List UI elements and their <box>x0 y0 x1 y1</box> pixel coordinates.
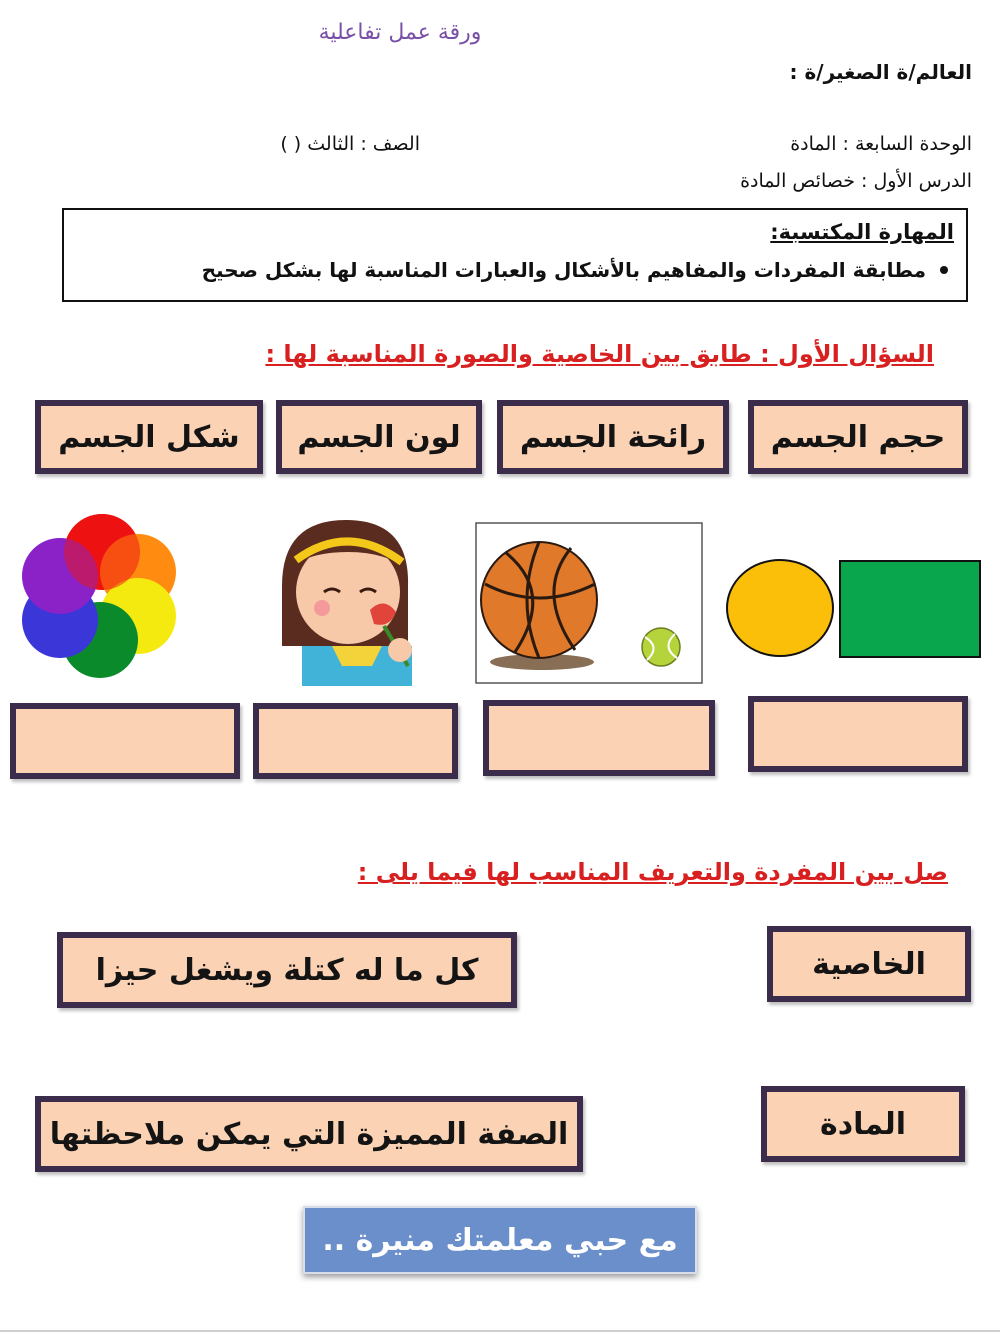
student-name-label: العالم/ة الصغير/ة : <box>789 60 972 84</box>
lesson-label: الدرس الأول : خصائص المادة <box>740 170 972 192</box>
question-2-title: صل بين المفردة والتعريف المناسب لها فيما يلى : <box>357 858 948 886</box>
question-1-title: السؤال الأول : طابق بين الخاصية والصورة المناسبة لها : <box>265 340 934 368</box>
answer-box-4[interactable] <box>10 703 240 779</box>
worksheet-title: ورقة عمل تفاعلية <box>318 20 482 45</box>
page-divider <box>0 1330 1000 1332</box>
term-property[interactable]: الخاصية <box>767 926 971 1002</box>
answer-box-1[interactable] <box>748 696 968 772</box>
basketball-icon <box>481 542 597 658</box>
skill-title: المهارة المكتسبة: <box>770 220 954 244</box>
girl-smelling-flower-image[interactable] <box>262 516 434 686</box>
card-body-size[interactable]: حجم الجسم <box>748 400 968 474</box>
term-matter[interactable]: المادة <box>761 1086 965 1162</box>
answer-box-2[interactable] <box>483 700 715 776</box>
teacher-signature-banner: مع حبي معلمتك منيرة .. <box>303 1206 697 1274</box>
bullet-icon <box>940 266 948 274</box>
color-wheel-image[interactable] <box>18 512 180 682</box>
balls-image[interactable] <box>475 522 703 684</box>
definition-property[interactable]: الصفة المميزة التي يمكن ملاحظتها <box>35 1096 583 1172</box>
green-rectangle-icon <box>840 561 980 657</box>
card-body-shape[interactable]: شكل الجسم <box>35 400 263 474</box>
grade-label: الصف : الثالث ( ) <box>280 133 420 155</box>
skill-item-text: مطابقة المفردات والمفاهيم بالأشكال والعبارات المناسبة لها بشكل صحيح <box>201 258 926 282</box>
definition-matter[interactable]: كل ما له كتلة ويشغل حيزا <box>57 932 517 1008</box>
card-body-smell[interactable]: رائحة الجسم <box>497 400 729 474</box>
card-body-color[interactable]: لون الجسم <box>276 400 482 474</box>
skill-item <box>202 258 948 282</box>
shapes-image[interactable] <box>720 550 990 666</box>
answer-box-3[interactable] <box>253 703 458 779</box>
skill-box <box>62 208 968 302</box>
unit-label: الوحدة السابعة : المادة <box>790 133 972 155</box>
yellow-circle-icon <box>727 560 833 656</box>
